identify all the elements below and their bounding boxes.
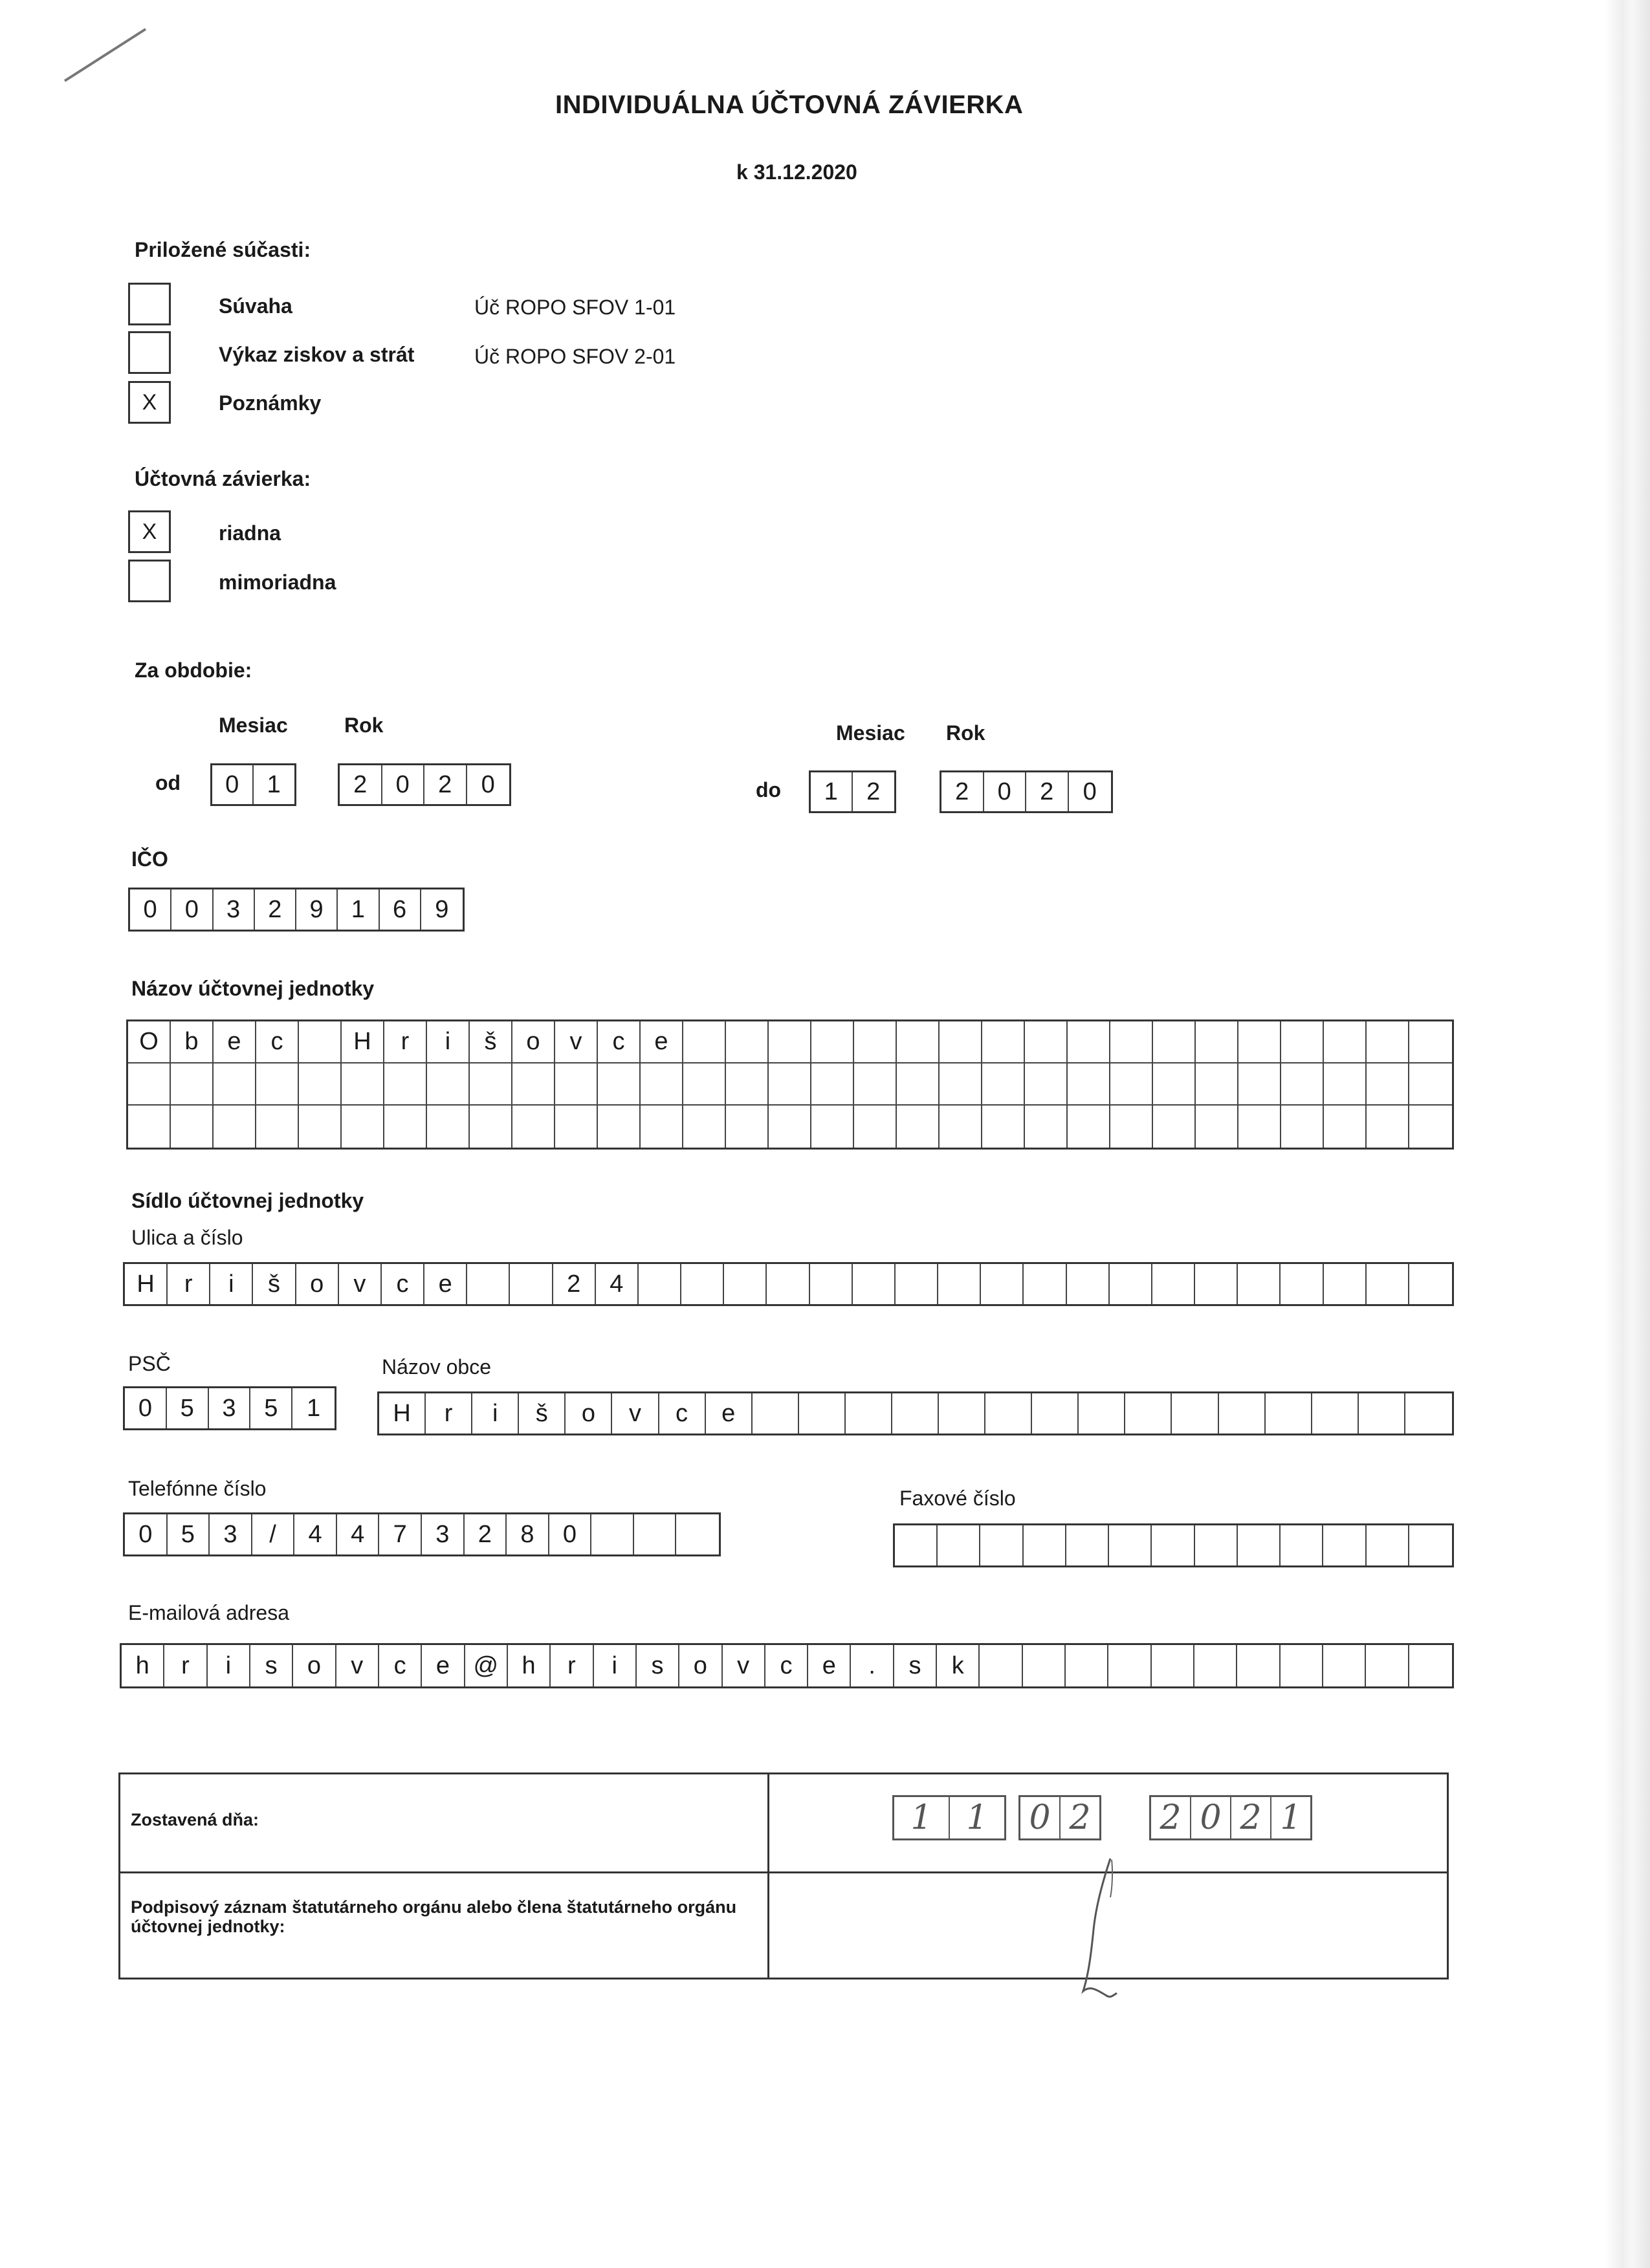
to-year-field-cell[interactable]: 2 [1026,772,1069,811]
street-field-cell[interactable]: 4 [596,1264,639,1304]
email-field-cell[interactable]: s [250,1645,293,1686]
email-field-cell[interactable] [1281,1645,1323,1686]
email-field-cell[interactable] [1409,1645,1452,1686]
fax-field-cell[interactable] [1367,1525,1409,1565]
town-field-cell[interactable] [1032,1393,1079,1434]
unit-name-field-cell[interactable] [214,1106,256,1148]
handwritten-digit: 2 [1151,1797,1191,1838]
street-label: Ulica a číslo [131,1226,243,1249]
email-field-cell[interactable]: o [679,1645,722,1686]
label-suvaha: Súvaha [219,294,292,318]
email-field-cell[interactable] [1023,1645,1066,1686]
email-field-cell[interactable] [980,1645,1022,1686]
unit-name-field-cell[interactable] [897,1063,940,1106]
unit-name-field-cell[interactable] [1110,1021,1153,1063]
phone-label: Telefónne číslo [128,1477,267,1500]
email-field-cell[interactable]: h [122,1645,164,1686]
unit-name-field-cell[interactable] [1196,1021,1238,1063]
handwritten-digit: 0 [1020,1797,1061,1838]
email-field [120,1643,1454,1688]
unit-name-field-cell[interactable] [897,1021,940,1063]
unit-name-field-cell[interactable] [427,1106,470,1148]
handwritten-digit: 1 [894,1797,950,1838]
unit-name-field-cell[interactable] [1196,1106,1238,1148]
unit-name-field-cell[interactable] [683,1063,726,1106]
page-edge-shadow [1605,0,1650,2268]
street-field-cell[interactable]: š [253,1264,296,1304]
phone-field-cell[interactable]: / [252,1514,295,1554]
checkbox-mimoriadna[interactable] [128,560,171,602]
unit-name-field-cell[interactable] [811,1106,854,1148]
attached-heading: Priložené súčasti: [135,238,311,261]
compiled-day-boxes [892,1795,1006,1840]
email-field-cell[interactable]: @ [465,1645,508,1686]
email-field-cell[interactable] [1237,1645,1280,1686]
to-year-field-cell[interactable]: 0 [984,772,1027,811]
compiled-month-boxes [1018,1795,1101,1840]
fax-field-cell[interactable] [1323,1525,1366,1565]
psc-field-cell[interactable]: 3 [209,1388,251,1428]
psc-field-cell[interactable]: 5 [250,1388,292,1428]
phone-field [123,1512,721,1556]
phone-field-cell[interactable] [676,1514,719,1554]
town-label: Názov obce [382,1355,491,1379]
from-month-label: Mesiac [219,714,288,737]
street-field-cell[interactable] [1281,1264,1323,1304]
town-field-cell[interactable] [753,1393,799,1434]
fax-field-cell[interactable] [895,1525,938,1565]
phone-field-cell[interactable]: 2 [465,1514,507,1554]
email-field-cell[interactable]: i [594,1645,637,1686]
town-field-cell[interactable]: v [612,1393,659,1434]
unit-name-field-cell[interactable] [1324,1021,1367,1063]
street-field-cell[interactable] [724,1264,767,1304]
street-field-cell[interactable]: o [296,1264,339,1304]
unit-name-field-cell[interactable] [512,1063,555,1106]
unit-name-field-cell[interactable] [982,1106,1025,1148]
unit-name-field-cell[interactable] [214,1063,256,1106]
from-month-field-cell[interactable]: 1 [267,770,281,798]
fax-label: Faxové číslo [899,1487,1016,1510]
town-field-cell[interactable]: H [379,1393,426,1434]
street-field [123,1262,1454,1306]
unit-name-field-cell[interactable]: š [470,1021,512,1063]
street-field-cell[interactable] [681,1264,724,1304]
unit-name-field-cell[interactable] [342,1106,384,1148]
pen-stroke-mark [58,19,162,91]
unit-name-field-cell[interactable] [1409,1021,1452,1063]
street-field-cell[interactable] [639,1264,681,1304]
unit-name-field-cell[interactable]: b [171,1021,214,1063]
street-field-cell[interactable] [981,1264,1024,1304]
phone-field-cell[interactable] [591,1514,634,1554]
town-field-cell[interactable]: c [659,1393,706,1434]
street-field-cell[interactable] [1324,1264,1367,1304]
unit-name-field-cell[interactable] [726,1106,769,1148]
footer-table-rule [120,1871,1447,1873]
unit-name-field-cell[interactable] [299,1021,342,1063]
unit-name-field-cell[interactable]: v [555,1021,598,1063]
checkbox-riadna[interactable]: X [128,510,171,553]
unit-name-field-cell[interactable] [1068,1021,1110,1063]
town-field [377,1391,1454,1435]
street-field-cell[interactable] [810,1264,853,1304]
unit-name-field-cell[interactable] [1196,1063,1238,1106]
town-field-cell[interactable]: e [706,1393,753,1434]
phone-field-cell[interactable]: 3 [422,1514,465,1554]
fax-field-cell[interactable] [1409,1525,1452,1565]
unit-name-field-cell[interactable] [1281,1021,1324,1063]
label-mimoriadna: mimoriadna [219,571,336,594]
unit-name-field-cell[interactable] [1409,1063,1452,1106]
unit-name-field-cell[interactable] [1367,1063,1409,1106]
compiled-year-boxes [1149,1795,1312,1840]
psc-field-cell[interactable]: 1 [307,1394,321,1422]
psc-field [123,1386,336,1430]
unit-name-field-cell[interactable] [342,1063,384,1106]
unit-name-field-cell[interactable] [1409,1106,1452,1148]
town-field-cell[interactable] [1079,1393,1125,1434]
town-field-cell[interactable] [799,1393,846,1434]
ico-field [128,888,465,932]
label-riadna: riadna [219,521,281,545]
unit-name-field-cell[interactable] [1367,1021,1409,1063]
unit-name-field-cell[interactable] [769,1106,811,1148]
psc-field-cell[interactable]: 5 [167,1388,209,1428]
handwritten-digit: 0 [1191,1797,1231,1838]
town-field-cell[interactable] [1219,1393,1266,1434]
unit-name-field-cell[interactable]: c [256,1021,299,1063]
page-title: INDIVIDUÁLNA ÚČTOVNÁ ZÁVIERKA [555,91,1024,119]
code-suvaha: Úč ROPO SFOV 1-01 [474,296,676,319]
town-field-cell[interactable]: r [426,1393,472,1434]
street-field-cell[interactable] [1195,1264,1238,1304]
to-month-label: Mesiac [836,721,905,745]
unit-name-field-cell[interactable] [256,1063,299,1106]
fax-field-cell[interactable] [1066,1525,1109,1565]
to-label: do [756,778,782,801]
street-field-cell[interactable] [1152,1264,1195,1304]
unit-name-field-cell[interactable] [256,1106,299,1148]
email-field-cell[interactable]: . [851,1645,894,1686]
period-heading: Za obdobie: [135,659,252,682]
street-field-cell[interactable]: i [210,1264,253,1304]
handwritten-digit: 1 [1280,1798,1302,1837]
email-field-cell[interactable]: o [293,1645,336,1686]
fax-field-cell[interactable] [980,1525,1023,1565]
email-field-cell[interactable]: c [379,1645,422,1686]
unit-name-field-cell[interactable] [1238,1106,1281,1148]
unit-name-field-cell[interactable]: e [214,1021,256,1063]
unit-name-field-cell[interactable] [128,1063,171,1106]
label-poznamky: Poznámky [219,391,322,415]
phone-field-cell[interactable]: 7 [379,1514,422,1554]
unit-name-field-cell[interactable] [940,1106,982,1148]
from-month-field [210,763,296,806]
unit-name-field-cell[interactable] [1025,1106,1068,1148]
handwritten-digit: 2 [1069,1798,1091,1837]
unit-name-field-cell[interactable] [555,1063,598,1106]
phone-field-cell[interactable]: 4 [294,1514,337,1554]
handwritten-digit: 2 [1231,1797,1271,1838]
unit-name-field-cell[interactable] [854,1063,897,1106]
email-field-cell[interactable] [1366,1645,1409,1686]
fax-field-cell[interactable] [1281,1525,1323,1565]
unit-name-field-cell[interactable] [1068,1063,1110,1106]
unit-name-field-cell[interactable] [854,1021,897,1063]
street-field-cell[interactable] [1238,1264,1281,1304]
phone-field-cell[interactable]: 0 [125,1514,168,1554]
fax-field-cell[interactable] [1238,1525,1281,1565]
email-field-cell[interactable]: e [422,1645,465,1686]
ico-field-cell[interactable]: 9 [435,895,449,923]
town-field-cell[interactable]: i [472,1393,519,1434]
town-field-cell[interactable] [1172,1393,1218,1434]
footer-table-divider [767,1774,769,1978]
fax-field [893,1523,1454,1567]
unit-name-field-cell[interactable] [1367,1106,1409,1148]
unit-name-field-cell[interactable] [299,1106,342,1148]
ico-label: IČO [131,847,168,871]
to-month-field [809,770,896,813]
unit-name-field-cell[interactable] [470,1106,512,1148]
unit-name-field-cell[interactable]: O [128,1021,171,1063]
unit-name-field-cell[interactable]: o [512,1021,555,1063]
ico-field-cell[interactable]: 1 [338,889,379,930]
to-month-field-cell[interactable]: 2 [866,778,881,805]
seat-heading: Sídlo účtovnej jednotky [131,1189,364,1212]
to-year-field-cell[interactable]: 2 [941,772,984,811]
street-field-cell[interactable]: r [168,1264,210,1304]
unit-name-field-cell[interactable] [1153,1021,1196,1063]
email-field-cell[interactable] [1152,1645,1194,1686]
label-vykaz: Výkaz ziskov a strát [219,343,415,366]
town-field-cell[interactable] [939,1393,985,1434]
phone-field-cell[interactable]: 0 [549,1514,592,1554]
unit-name-field-cell[interactable] [598,1106,641,1148]
unit-name-field-cell[interactable] [555,1106,598,1148]
email-field-cell[interactable]: r [551,1645,593,1686]
email-field-cell[interactable]: v [336,1645,379,1686]
unit-name-field-cell[interactable] [811,1021,854,1063]
unit-name-field-cell[interactable] [1110,1106,1153,1148]
unit-name-field-cell[interactable] [1324,1106,1367,1148]
town-field-cell[interactable]: o [566,1393,612,1434]
street-field-cell[interactable] [896,1264,938,1304]
fax-field-cell[interactable] [1195,1525,1238,1565]
unit-name-field-cell[interactable] [598,1063,641,1106]
code-vykaz: Úč ROPO SFOV 2-01 [474,345,676,368]
compiled-label: Zostavená dňa: [131,1810,259,1829]
town-field-cell[interactable] [1266,1393,1312,1434]
street-field-cell[interactable] [1067,1264,1110,1304]
ico-field-cell[interactable]: 6 [380,889,421,930]
unit-name-field-cell[interactable] [1281,1106,1324,1148]
town-field-cell[interactable] [1312,1393,1359,1434]
email-field-cell[interactable]: s [637,1645,679,1686]
unit-name-field-cell[interactable] [726,1021,769,1063]
unit-name-field-cell[interactable] [769,1063,811,1106]
phone-field-cell[interactable] [634,1514,677,1554]
unit-name-field [126,1020,1454,1150]
fax-field-cell[interactable] [1152,1525,1194,1565]
street-field-cell[interactable]: e [424,1264,467,1304]
street-field-cell[interactable] [853,1264,896,1304]
ico-field-cell[interactable]: 2 [255,889,296,930]
psc-field-cell[interactable]: 0 [125,1388,167,1428]
unit-name-field-cell[interactable]: H [342,1021,384,1063]
handwritten-digit: 1 [966,1798,988,1837]
street-field-cell[interactable] [938,1264,981,1304]
unit-name-field-cell[interactable]: i [427,1021,470,1063]
unit-name-field-cell[interactable] [1238,1021,1281,1063]
unit-name-field-cell[interactable] [641,1106,683,1148]
fax-field-cell[interactable] [1109,1525,1152,1565]
email-label: E-mailová adresa [128,1601,289,1624]
from-year-field-cell[interactable]: 2 [340,765,382,804]
unit-name-field-cell[interactable] [1025,1063,1068,1106]
from-year-field [338,763,511,806]
unit-name-field-cell[interactable] [1110,1063,1153,1106]
email-field-cell[interactable]: i [208,1645,250,1686]
unit-name-field-cell[interactable] [427,1063,470,1106]
unit-name-field-cell[interactable] [1025,1021,1068,1063]
unit-name-field-cell[interactable] [940,1021,982,1063]
unit-name-field-cell[interactable] [171,1063,214,1106]
unit-name-field-cell[interactable] [299,1063,342,1106]
email-field-cell[interactable]: c [765,1645,808,1686]
email-field-cell[interactable]: v [723,1645,765,1686]
street-field-cell[interactable] [767,1264,809,1304]
unit-name-field-cell[interactable] [1281,1063,1324,1106]
phone-field-cell[interactable]: 4 [337,1514,380,1554]
to-month-field-cell[interactable]: 1 [811,772,853,811]
unit-name-field-cell[interactable] [470,1063,512,1106]
street-field-cell[interactable] [1409,1264,1452,1304]
ico-field-cell[interactable]: 3 [214,889,255,930]
street-field-cell[interactable]: H [125,1264,168,1304]
unit-name-field-cell[interactable] [683,1021,726,1063]
street-field-cell[interactable]: c [382,1264,424,1304]
to-year-field [940,770,1113,813]
phone-field-cell[interactable]: 8 [507,1514,549,1554]
from-year-label: Rok [344,714,384,737]
phone-field-cell[interactable]: 3 [210,1514,252,1554]
street-field-cell[interactable]: 2 [553,1264,596,1304]
unit-name-field-cell[interactable] [1153,1063,1196,1106]
unit-name-field-cell[interactable] [811,1063,854,1106]
unit-name-field-cell[interactable] [384,1106,427,1148]
town-field-cell[interactable] [846,1393,892,1434]
signature-image [1065,1852,1136,2007]
email-field-cell[interactable]: h [508,1645,551,1686]
unit-name-field-cell[interactable] [854,1106,897,1148]
unit-name-field-cell[interactable] [171,1106,214,1148]
unit-name-label: Názov účtovnej jednotky [131,977,375,1000]
unit-name-field-cell[interactable] [1153,1106,1196,1148]
unit-name-field-cell[interactable] [384,1063,427,1106]
unit-name-field-cell[interactable] [940,1063,982,1106]
email-field-cell[interactable]: e [808,1645,851,1686]
unit-name-field-cell[interactable] [683,1106,726,1148]
email-field-cell[interactable]: s [894,1645,937,1686]
street-field-cell[interactable] [1367,1264,1409,1304]
unit-name-field-cell[interactable]: e [641,1021,683,1063]
street-field-cell[interactable] [1110,1264,1152,1304]
email-field-cell[interactable] [1066,1645,1108,1686]
from-month-field-cell[interactable]: 0 [212,765,254,804]
from-year-field-cell[interactable]: 0 [481,770,495,798]
email-field-cell[interactable] [1108,1645,1151,1686]
street-field-cell[interactable] [510,1264,553,1304]
unit-name-field-cell[interactable]: r [384,1021,427,1063]
town-field-cell[interactable] [1125,1393,1172,1434]
unit-name-field-cell[interactable]: c [598,1021,641,1063]
ico-field-cell[interactable]: 9 [296,889,338,930]
fax-field-cell[interactable] [1024,1525,1066,1565]
unit-name-field-cell[interactable] [641,1063,683,1106]
footer-table [118,1772,1449,1979]
town-field-cell[interactable]: š [519,1393,566,1434]
signature-label: Podpisový záznam štatutárneho orgánu alebo člena štatutárneho orgánu účtovnej jednotky: [131,1897,737,1936]
email-field-cell[interactable]: k [937,1645,980,1686]
to-year-field-cell[interactable]: 0 [1083,778,1097,805]
ico-field-cell[interactable]: 0 [130,889,171,930]
street-field-cell[interactable] [467,1264,510,1304]
psc-label: PSČ [128,1352,171,1375]
unit-name-field-cell[interactable] [769,1021,811,1063]
date-line: k 31.12.2020 [736,160,857,184]
town-field-cell[interactable] [1405,1393,1452,1434]
email-field-cell[interactable] [1323,1645,1366,1686]
unit-name-field-cell[interactable] [128,1106,171,1148]
from-year-field-cell[interactable]: 0 [382,765,425,804]
checkbox-suvaha[interactable] [128,283,171,325]
town-field-cell[interactable] [985,1393,1032,1434]
unit-name-field-cell[interactable] [512,1106,555,1148]
checkbox-poznamky[interactable]: X [128,381,171,424]
unit-name-field-cell[interactable] [1068,1106,1110,1148]
email-field-cell[interactable]: r [164,1645,207,1686]
from-label: od [155,771,181,794]
unit-name-field-cell[interactable] [1324,1063,1367,1106]
town-field-cell[interactable] [1359,1393,1405,1434]
fax-field-cell[interactable] [938,1525,980,1565]
street-field-cell[interactable] [1024,1264,1066,1304]
checkbox-vykaz[interactable] [128,331,171,374]
unit-name-field-cell[interactable] [726,1063,769,1106]
unit-name-field-cell[interactable] [897,1106,940,1148]
unit-name-field-cell[interactable] [982,1021,1025,1063]
phone-field-cell[interactable]: 5 [168,1514,210,1554]
to-year-label: Rok [946,721,985,745]
statement-type-heading: Účtovná závierka: [135,467,311,490]
unit-name-field-cell[interactable] [982,1063,1025,1106]
unit-name-field-cell[interactable] [1238,1063,1281,1106]
town-field-cell[interactable] [892,1393,939,1434]
email-field-cell[interactable] [1194,1645,1237,1686]
street-field-cell[interactable]: v [339,1264,382,1304]
from-year-field-cell[interactable]: 2 [424,765,467,804]
ico-field-cell[interactable]: 0 [171,889,213,930]
